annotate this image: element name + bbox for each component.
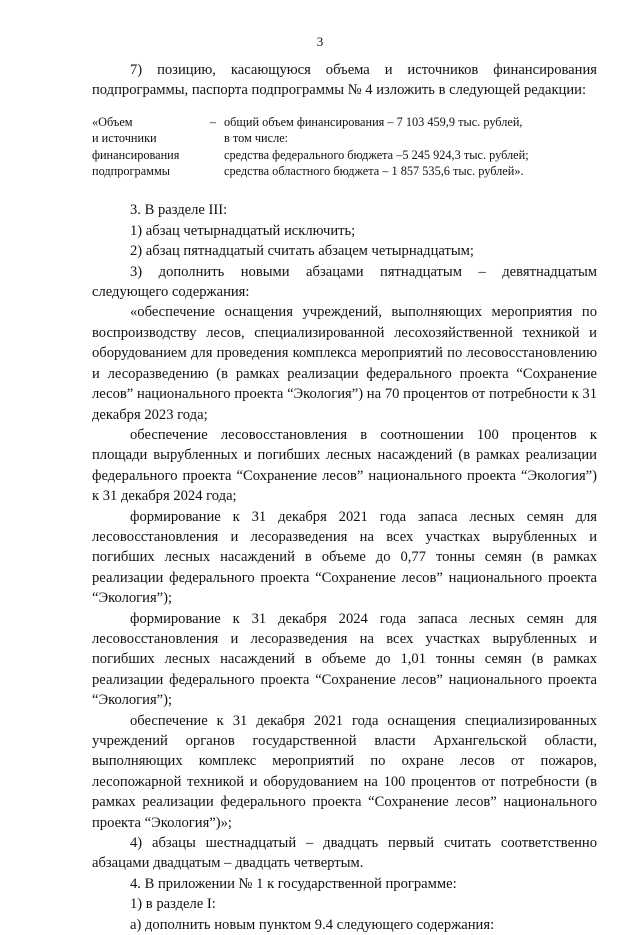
quoted-paragraph-1: «обеспечение оснащения учреждений, выполняющих мероприятия по воспроизводству лесов, специализированной лесохозяйственной техникой и оборудованием для проведения комплекса мероприятий по лесовосстановлению и лесоразведению (в рамках реализации федерального проекта “Сохранение лесов” национального проекта “Экология”) на 70 процентов от потребности к 31 декабря 2023 года; xyxy=(92,304,597,423)
section-4-item-1: 1) в разделе I: xyxy=(130,896,216,913)
quoted-paragraph-3: формирование к 31 декабря 2021 года запаса лесных семян для лесовосстановления и лесоразведения на всех участках вырубленных и погибших лесных насаждений в объеме до 0,77 тонны семян (в рамках реализации федерального проекта “Сохранение лесов” национального проекта “Экология”); xyxy=(92,508,597,607)
section-3-item-4: 4) абзацы шестнадцатый – двадцать первый считать соответственно абзацами двадцатым – двадцать четвертым. xyxy=(92,835,597,872)
document-body xyxy=(92,60,597,935)
passport-line: в том числе: xyxy=(224,131,289,146)
passport-line: средства федерального бюджета –5 245 924,3 тыс. рублей; xyxy=(224,147,529,162)
passport-values xyxy=(224,114,597,180)
section-3-item-1: 1) абзац четырнадцатый исключить; xyxy=(130,222,356,239)
paragraph-item-7: 7) позицию, касающуюся объема и источников финансирования подпрограммы, паспорта подпрограммы № 4 изложить в следующей редакции: xyxy=(92,62,597,99)
passport-dash: – xyxy=(209,114,217,129)
passport-table xyxy=(92,114,597,180)
section-3-heading: 3. В разделе III: xyxy=(130,202,228,219)
quoted-paragraph-4: формирование к 31 декабря 2024 года запаса лесных семян для лесовосстановления и лесоразведения на всех участках вырубленных и погибших лесных насаждений в объеме до 1,01 тонны семян (в рамках реализации федерального проекта “Сохранение лесов” национального проекта “Экология”); xyxy=(92,610,597,709)
passport-label: «Объем и источники финансирования подпрограммы xyxy=(92,114,180,179)
section-3-item-3: 3) дополнить новыми абзацами пятнадцатым – девятнадцатым следующего содержания: xyxy=(92,263,597,301)
section-4-heading: 4. В приложении № 1 к государственной программе: xyxy=(130,875,457,892)
section-3-item-2: 2) абзац пятнадцатый считать абзацем четырнадцатым; xyxy=(130,243,474,260)
passport-line: средства областного бюджета – 1 857 535,6 тыс. рублей». xyxy=(224,164,524,179)
passport-line: общий объем финансирования – 7 103 459,9 тыс. рублей, xyxy=(224,114,523,129)
quoted-paragraph-5: обеспечение к 31 декабря 2021 года оснащения специализированных учреждений органов государственной власти Архангельской области, выполняющих комплекс мероприятий по охране лесов от пожаров, лесопожарной техникой и оборудованием на 100 процентов от потребности (в рамках реализации федерального проекта “Сохранение лесов” национального проекта “Экология”)»; xyxy=(92,712,597,831)
quoted-paragraph-2: обеспечение лесовосстановления в соотношении 100 процентов к площади вырубленных и погибших лесных насаждений (в рамках реализации федерального проекта “Сохранение лесов” национального проекта “Экология”) к 31 декабря 2024 года; xyxy=(92,426,597,505)
page-number: 3 xyxy=(316,34,324,49)
section-4-item-a: а) дополнить новым пунктом 9.4 следующего содержания: xyxy=(130,916,495,933)
